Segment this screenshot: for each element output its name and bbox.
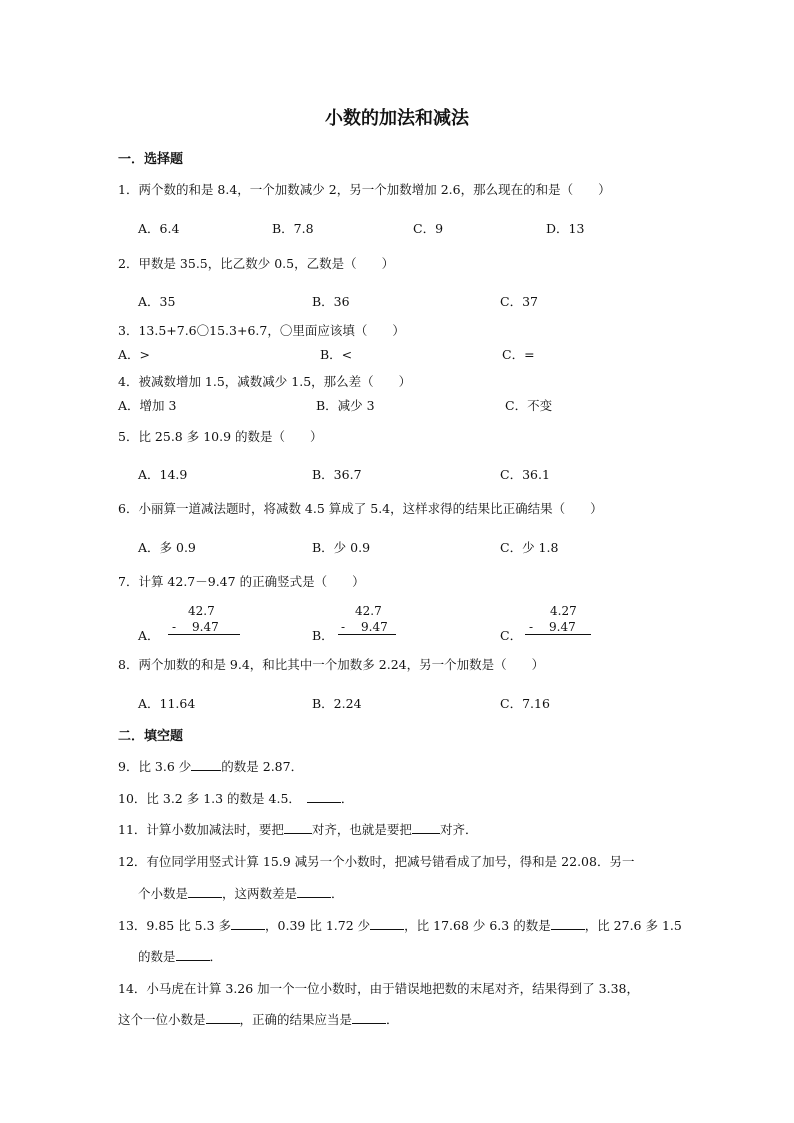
vertical-form-subtrahend: 9.47 (549, 620, 576, 634)
answer-blank[interactable] (191, 758, 221, 771)
question-14-line-2 (118, 1010, 399, 1028)
answer-blank[interactable] (370, 917, 404, 930)
question-10 (118, 789, 353, 807)
q11-text-2: 对齐，也就是要把 (311, 822, 412, 837)
q14-text-3: ． (386, 1012, 399, 1027)
vertical-form-bottom (338, 620, 396, 635)
answer-blank[interactable] (206, 1011, 240, 1024)
q5-option-b: B．36.7 (312, 467, 362, 482)
answer-blank[interactable] (188, 885, 222, 898)
answer-blank[interactable] (352, 1011, 386, 1024)
q12-text-2: ，这两数差是 (222, 886, 298, 901)
q14-text-1: 这个一位小数是 (118, 1012, 206, 1027)
q9-text-after: 的数是 2.87． (221, 759, 304, 774)
q5-option-c: C．36.1 (500, 467, 550, 482)
answer-blank[interactable] (231, 917, 265, 930)
question-3: 3．13.5+7.6〇15.3+6.7，〇里面应该填（ ） (118, 323, 405, 338)
q1-option-a: A．6.4 (138, 221, 180, 236)
q1-option-d: D．13 (546, 221, 585, 236)
q13-text-2: ，0.39 比 1.72 少 (265, 918, 371, 933)
question-12-line-2 (138, 884, 344, 902)
vertical-form-subtrahend: 9.47 (192, 620, 219, 634)
q12-text-1: 个小数是 (138, 886, 189, 901)
q2-option-b: B．36 (312, 294, 350, 309)
question-9 (118, 757, 303, 775)
q5-option-a: A．14.9 (138, 467, 188, 482)
q10-text-after: ． (340, 791, 354, 806)
answer-blank[interactable] (297, 885, 331, 898)
q11-text-1: 11．计算小数加减法时，要把 (118, 822, 284, 837)
question-12-line-1: 12．有位同学用竖式计算 15.9 减另一个小数时，把减号错看成了加号，得和是 22.08．另一 (118, 854, 635, 869)
vertical-form-subtrahend: 9.47 (361, 620, 388, 634)
q14-text-2: ，正确的结果应当是 (239, 1012, 353, 1027)
answer-blank[interactable] (307, 790, 341, 803)
q11-text-3: 对齐． (439, 822, 478, 837)
question-6: 6．小丽算一道减法题时，将减数 4.5 算成了 5.4，这样求得的结果比正确结果（ ） (118, 501, 603, 516)
q13-text-5: 的数是 (138, 949, 176, 964)
q8-option-c: C．7.16 (500, 696, 550, 711)
q13-text-4: ，比 27.6 多 1.5 (584, 918, 682, 933)
minus-sign: - (529, 620, 534, 634)
q7-option-a: A． (138, 628, 160, 643)
question-13-line-1 (118, 916, 682, 934)
minus-sign: - (341, 620, 346, 634)
vertical-form-top: 4.27 (550, 604, 577, 618)
q8-option-a: A．11.64 (138, 696, 196, 711)
minus-sign: - (172, 620, 177, 634)
q8-option-b: B．2.24 (312, 696, 362, 711)
q4-option-b: B．减少 3 (316, 398, 375, 413)
q13-text-3: ，比 17.68 少 6.3 的数是 (404, 918, 551, 933)
q13-text-6: ． (209, 949, 223, 964)
question-14-line-1: 14．小马虎在计算 3.26 加一个一位小数时，由于错误地把数的末尾对齐，结果得到了 3.38， (118, 981, 639, 996)
q7-vertical-form-b (338, 604, 396, 638)
question-5: 5．比 25.8 多 10.9 的数是（ ） (118, 429, 323, 444)
q7-option-c: C． (500, 628, 523, 643)
vertical-form-top: 42.7 (188, 604, 215, 618)
question-8: 8．两个加数的和是 9.4，和比其中一个加数多 2.24，另一个加数是（ ） (118, 657, 545, 672)
q2-option-c: C．37 (500, 294, 538, 309)
answer-blank[interactable] (284, 821, 312, 834)
q1-option-b: B．7.8 (272, 221, 314, 236)
q7-vertical-form-a (168, 604, 240, 638)
q1-option-c: C．9 (413, 221, 444, 236)
question-2: 2．甲数是 35.5，比乙数少 0.5，乙数是（ ） (118, 256, 395, 271)
question-13-line-2 (138, 947, 222, 965)
page-title: 小数的加法和减法 (325, 108, 469, 129)
question-11 (118, 820, 477, 838)
question-4: 4．被减数增加 1.5，减数减少 1.5，那么差（ ） (118, 374, 412, 389)
section-heading-choice: 一．选择题 (118, 152, 184, 167)
answer-blank[interactable] (551, 917, 585, 930)
question-7: 7．计算 42.7－9.47 的正确竖式是（ ） (118, 574, 365, 589)
question-1: 1．两个数的和是 8.4，一个加数减少 2，另一个加数增加 2.6，那么现在的和是（ ） (118, 182, 611, 197)
q6-option-b: B．少 0.9 (312, 540, 371, 555)
q13-text-1: 13．9.85 比 5.3 多 (118, 918, 232, 933)
answer-blank[interactable] (176, 948, 210, 961)
q9-text-before: 9．比 3.6 少 (118, 759, 192, 774)
q3-option-c: C．= (502, 347, 535, 362)
q4-option-c: C．不变 (505, 398, 553, 413)
q7-option-b: B． (312, 628, 334, 643)
q3-option-b: B．< (320, 347, 353, 362)
q4-option-a: A．增加 3 (118, 398, 177, 413)
vertical-form-bottom (168, 620, 240, 635)
q2-option-a: A．35 (138, 294, 176, 309)
vertical-form-top: 42.7 (355, 604, 382, 618)
q7-vertical-form-c (525, 604, 591, 638)
vertical-form-bottom (525, 620, 591, 635)
q6-option-a: A．多 0.9 (138, 540, 196, 555)
q3-option-a: A．> (118, 347, 151, 362)
section-heading-fill: 二．填空题 (118, 729, 184, 744)
q12-text-3: ． (331, 886, 344, 901)
q10-text-before: 10．比 3.2 多 1.3 的数是 4.5． (118, 791, 301, 806)
q6-option-c: C．少 1.8 (500, 540, 559, 555)
answer-blank[interactable] (412, 821, 440, 834)
